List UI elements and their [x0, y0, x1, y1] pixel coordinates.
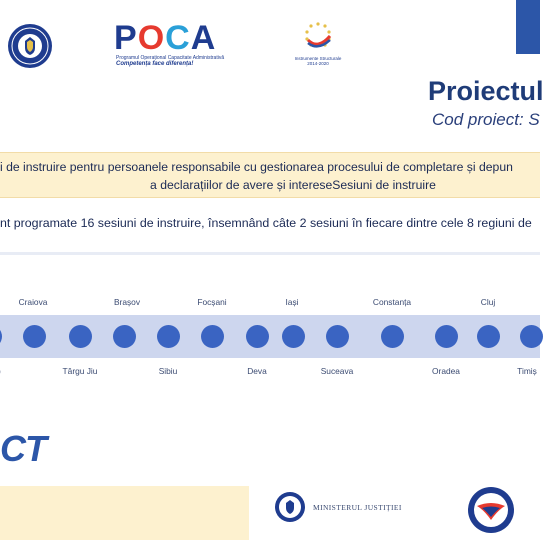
timeline-dot — [282, 325, 305, 348]
corner-accent-block — [516, 0, 540, 54]
poca-tagline: Competența face diferența! — [116, 61, 194, 67]
government-seal-icon — [6, 22, 54, 70]
city-label-sibiu: Sibiu — [158, 366, 178, 376]
timeline-dot — [520, 325, 543, 348]
timeline-dot — [113, 325, 136, 348]
timeline-dot — [157, 325, 180, 348]
ministry-seal-icon — [274, 491, 306, 523]
sessions-description: nt programate 16 sesiuni de instruire, însemnând câte 2 sesiuni în fiecare dintre cele 8 regiuni de — [0, 216, 532, 230]
city-label-constanta: Constanța — [372, 297, 412, 307]
project-code: Cod proiect: S — [432, 110, 540, 129]
eu-stars-icon — [288, 18, 348, 56]
timeline-dot — [381, 325, 404, 348]
poca-logo — [114, 20, 232, 66]
ct-wordmark: CT — [0, 428, 46, 469]
timeline-dot — [435, 325, 458, 348]
city-label-brasov: Brașov — [113, 297, 141, 307]
agency-emblem-icon — [467, 486, 515, 534]
city-label-craiova: Craiova — [18, 297, 48, 307]
city-label-cluj: Cluj — [480, 297, 496, 307]
city-label-targu-jiu: Târgu Jiu — [62, 366, 98, 376]
banner-line-1: i de instruire pentru persoanele responsabile cu gestionarea procesului de completare și depun — [0, 160, 513, 174]
city-label-timis: Timiș — [517, 366, 537, 376]
timeline-dot — [477, 325, 500, 348]
city-label-deva: Deva — [247, 366, 267, 376]
ministry-name: MINISTERUL JUSTIȚIEI — [313, 503, 402, 512]
divider — [0, 252, 540, 255]
instrumente-caption: Instrumente Structurale 2014-2020 — [294, 56, 342, 66]
timeline-dot — [201, 325, 224, 348]
timeline-dot — [246, 325, 269, 348]
timeline-dot — [326, 325, 349, 348]
project-title: Proiectul — [428, 76, 544, 106]
poca-subtitle: Programul Operațional Capacitate Administrativă — [116, 55, 225, 61]
city-label-partial — [0, 366, 1, 376]
instrumente-structurale-logo — [288, 18, 348, 70]
timeline-dot — [23, 325, 46, 348]
city-label-oradea: Oradea — [432, 366, 460, 376]
banner-line-2: a declarațiilor de avere și intereseSesiuni de instruire — [150, 178, 436, 192]
bottom-banner-box — [0, 486, 249, 540]
poca-wordmark: POCA — [114, 19, 217, 57]
city-label-iasi: Iași — [285, 297, 299, 307]
city-label-focsani: Focșani — [197, 297, 227, 307]
city-label-suceava: Suceava — [320, 366, 354, 376]
timeline-dot — [69, 325, 92, 348]
